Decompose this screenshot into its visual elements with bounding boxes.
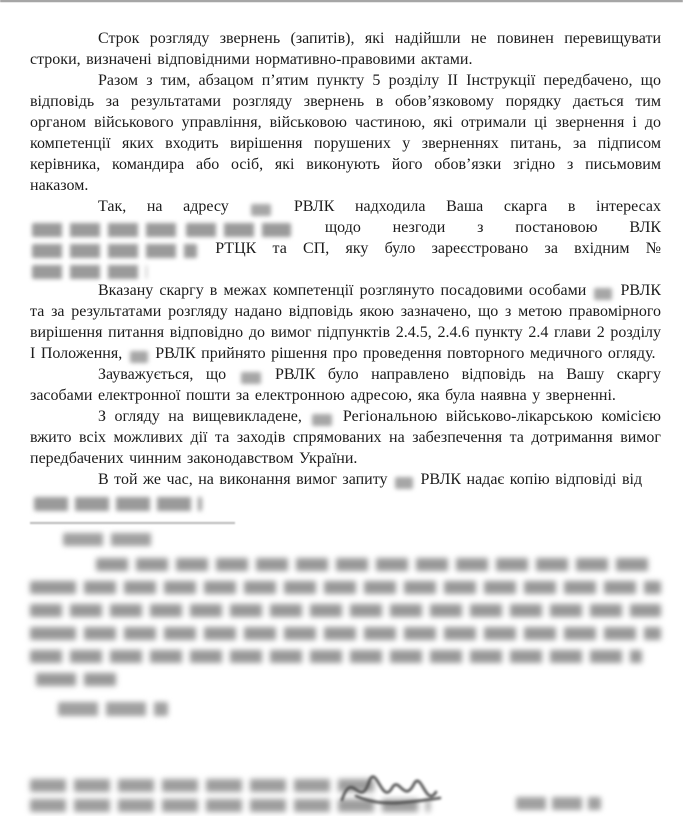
- body-text: З огляду на вищевикладене,: [98, 408, 311, 425]
- redacted-text: [186, 223, 291, 237]
- redacted-reference-line: [34, 497, 202, 511]
- redacted-line: [30, 581, 661, 594]
- body-text: РВЛК надходила Ваша скарга в інтересах: [273, 198, 662, 215]
- body-text: щодо незгоди з постановою ВЛК: [293, 219, 661, 236]
- paragraph: [30, 469, 661, 490]
- paragraph: [30, 28, 661, 70]
- body-text: РТЦК та СП, яку було зареєстровано за вхідним №: [199, 240, 661, 257]
- signature-block: [30, 772, 661, 812]
- redacted-line: [30, 627, 661, 640]
- redacted-note-line: [58, 702, 168, 716]
- page-top-edge-line: [0, 0, 683, 2]
- body-text: РВЛК прийнято рішення про проведення повторного медичного огляду.: [149, 345, 656, 362]
- redacted-text: [241, 372, 261, 384]
- redacted-line: [30, 779, 380, 792]
- paragraph: [30, 406, 661, 469]
- redacted-line: [30, 650, 642, 663]
- paragraph: [30, 70, 661, 196]
- body-text: Зауважується, що: [98, 366, 239, 383]
- body-text: Разом з тим, абзацом п’ятим пункту 5 розділу ІІ Інструкції передбачено, що відповідь за результатами розгляду звернень в обов’язковому порядку дається тим органом військового управління, військовою частиною, які отримали ці звернення і до компетенції яких входить вирішення порушених у зверненнях питань, за підписом керівника, командира або осіб, які виконують його обов’язки згідно з письмовим наказом.: [30, 72, 661, 194]
- body-text: Строк розгляду звернень (запитів), які надійшли не повинен перевищувати строки, визначені відповідними нормативно-правовими актами.: [30, 30, 661, 68]
- redacted-text: [32, 265, 147, 279]
- paragraph: [30, 280, 661, 364]
- paragraph: [30, 196, 661, 280]
- body-text: РВЛК надає копію відповіді від: [415, 471, 643, 488]
- signature-scribble-icon: [336, 758, 446, 816]
- body-text: РВЛК було направлено відповідь на Вашу скаргу засобами електронної пошти за електронною адресою, яка була наявна у зверненні.: [30, 366, 661, 404]
- redacted-line: [96, 558, 651, 571]
- redacted-line: [30, 604, 661, 617]
- redacted-line: [30, 673, 118, 686]
- redacted-attachment-label: [63, 533, 153, 546]
- redacted-text: [312, 414, 332, 426]
- body-text: В той же час, на виконання вимог запиту: [98, 471, 394, 488]
- redacted-text: [32, 244, 197, 258]
- paragraph: [30, 364, 661, 406]
- redacted-text: [32, 223, 182, 237]
- signature-title-redacted: [30, 772, 432, 812]
- body-text: Регіональною військово-лікарською комісією вжито всіх можливих дії та заходів спрямованих на забезпечення та дотримання вимог передбачених чинним законодавством України.: [30, 408, 661, 467]
- redacted-text: [251, 204, 271, 216]
- body-text: РВЛК та за результатами розгляду надано відповідь якою зазначено, що з метою правомірного вирішення питання відповідно до вимог підпунктів 2.4.5, 2.4.6 пункту 2.4 глави 2 розділу І Положення,: [30, 282, 661, 362]
- redacted-paragraph-block: [30, 558, 661, 686]
- body-text: Вказану скаргу в межах компетенції розглянуто посадовими особами: [98, 282, 593, 299]
- redacted-text: [594, 288, 612, 300]
- separator-line: [30, 522, 235, 524]
- signature-name-redacted: [516, 797, 601, 810]
- document-body: [30, 28, 661, 490]
- redacted-text: [395, 477, 413, 489]
- redacted-text: [130, 351, 148, 363]
- body-text: Так, на адресу: [98, 198, 250, 215]
